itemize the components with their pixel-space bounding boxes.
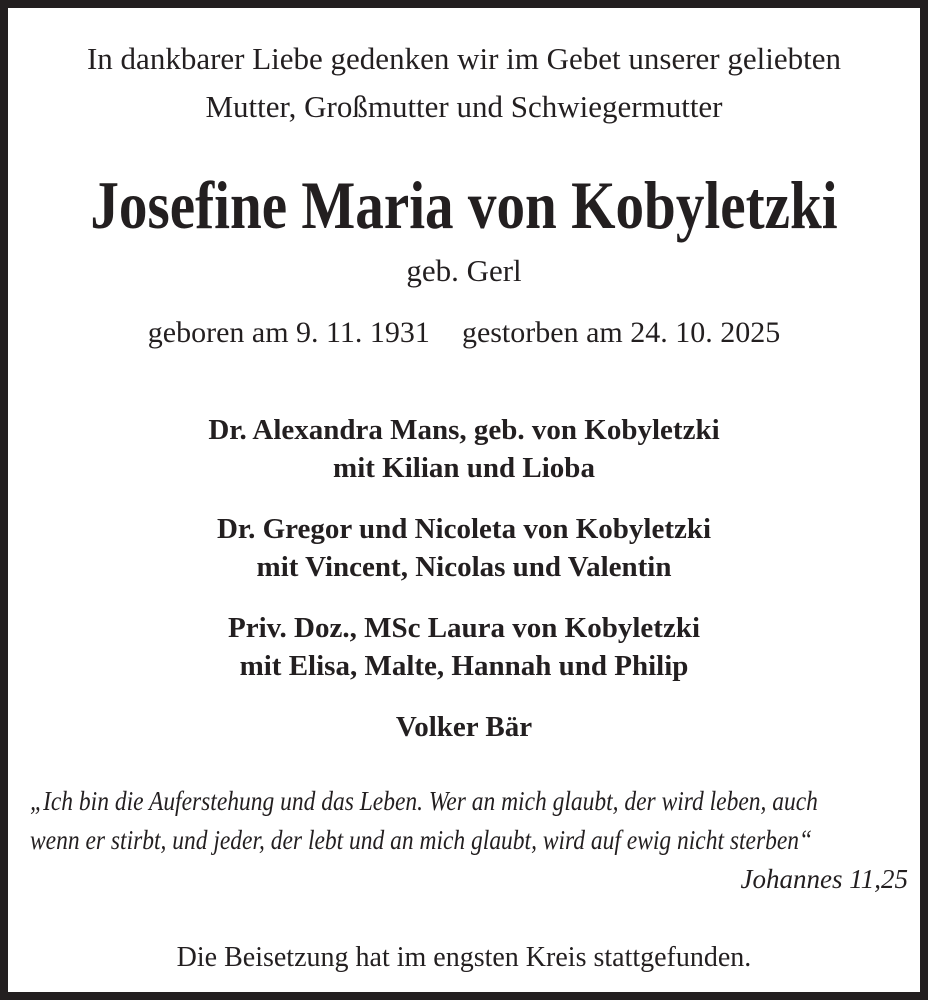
quote-line-2: wenn er stirbt, und jeder, der lebt und an mich glaubt, wird auf ewig nicht sterben“: [30, 825, 813, 855]
birth-date: geboren am 9. 11. 1931: [147, 316, 430, 349]
deceased-name: Josefine Maria von Kobyletzki: [90, 167, 838, 243]
mourner-names: Volker Bär: [395, 711, 533, 743]
scripture-reference: Johannes 11,25: [740, 864, 908, 894]
intro-line-2: Mutter, Großmutter und Schwiegermutter: [205, 89, 723, 124]
mourner-names: Dr. Gregor und Nicoleta von Kobyletzki: [216, 513, 712, 545]
death-date: gestorben am 24. 10. 2025: [461, 316, 781, 349]
mourner-group: [8, 510, 920, 586]
mourner-group: [8, 708, 920, 746]
maiden-name: geb. Gerl: [406, 253, 522, 288]
life-dates: [8, 312, 920, 354]
mourner-children: mit Vincent, Nicolas und Valentin: [256, 551, 672, 583]
intro-block: [8, 35, 920, 131]
mourner-names: Priv. Doz., MSc Laura von Kobyletzki: [227, 612, 701, 644]
quote-line-1: „Ich bin die Auferstehung und das Leben. Wer an mich glaubt, der wird leben, auch: [30, 786, 818, 816]
mourner-children: mit Elisa, Malte, Hannah und Philip: [239, 650, 689, 682]
intro-line-1: In dankbarer Liebe gedenken wir im Gebet unserer geliebten: [86, 41, 841, 76]
mourner-children: mit Kilian und Lioba: [333, 452, 595, 484]
mourner-group: [8, 411, 920, 487]
mourner-group: [8, 609, 920, 685]
mourner-names: Dr. Alexandra Mans, geb. von Kobyletzki: [208, 414, 720, 446]
scripture-quote: [8, 782, 920, 860]
funeral-note: Die Beisetzung hat im engsten Kreis stattgefunden.: [176, 942, 752, 973]
mourners-list: [8, 411, 920, 746]
